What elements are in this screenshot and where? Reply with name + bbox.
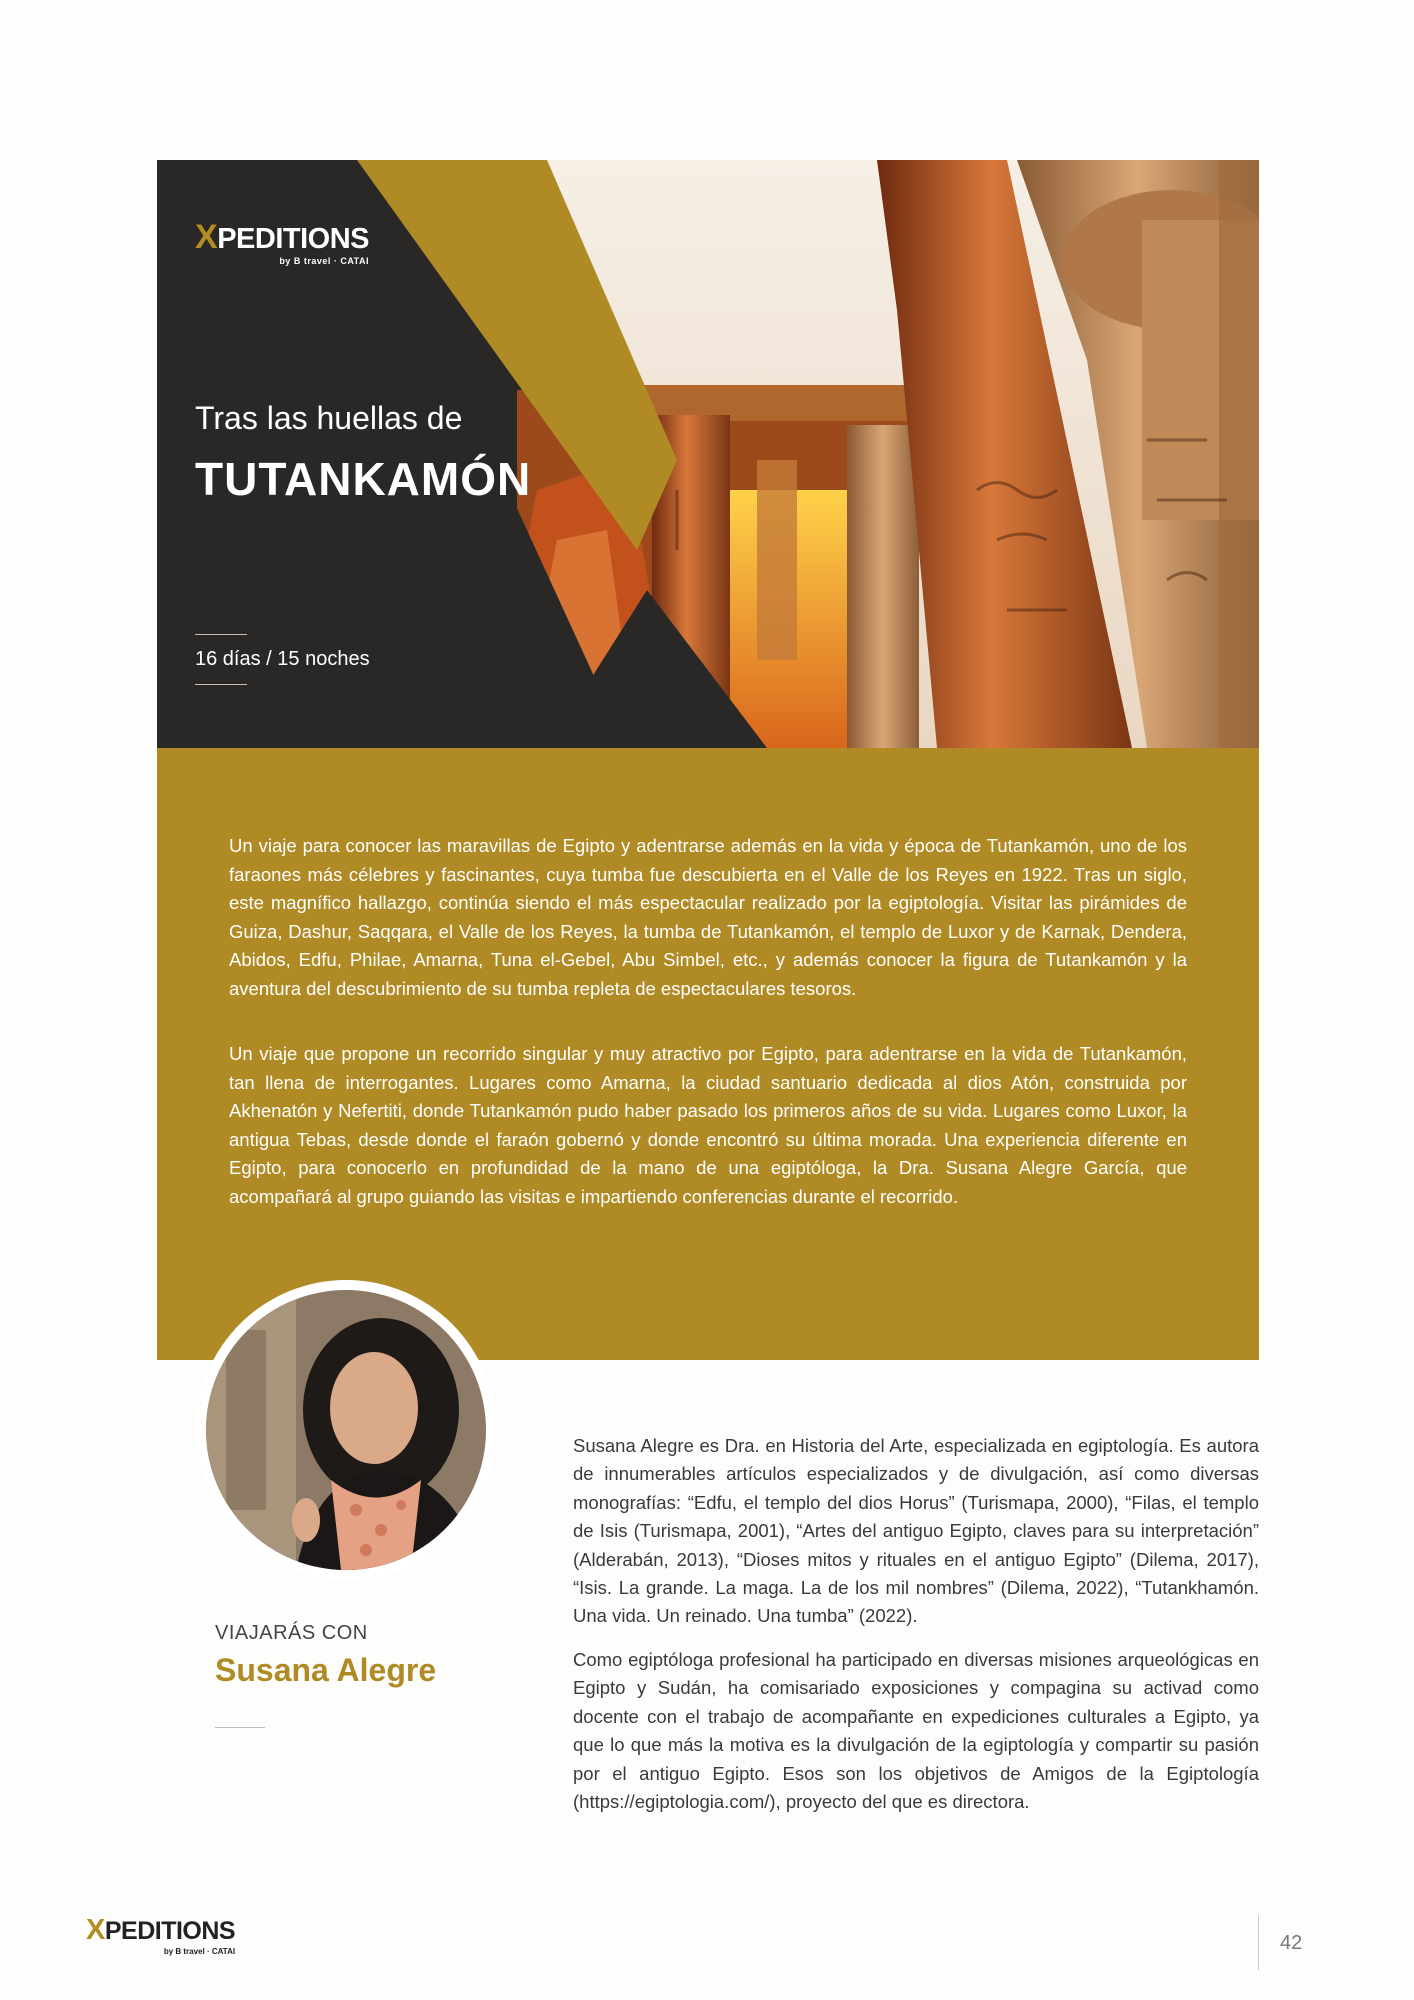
travel-with-label: VIAJARÁS CON	[215, 1622, 368, 1644]
guide-bio-paragraph-1: Susana Alegre es Dra. en Historia del Arte, especializada en egiptología. Es autora de innumerables artículos especializados y de divulgación, así como diversas monografías: “Edfu, el templo del dios Horus” (Turismapa, 2000), “Filas, el templo de Isis (Turismapa, 2001), “Artes del antiguo Egipto, claves para su interpretación” (Alderabán, 2013), “Dioses mitos y rituales en el antiguo Egipto” (Dilema, 2017), “Isis. La grande. La maga. La de los mil nombres” (Dilema, 2022), “Tutankhamón. Una vida. Un reinado. Una tumba” (2022).	[573, 1435, 1259, 1627]
brand-wordmark: XPEDITIONS	[195, 218, 369, 256]
intro-paragraph-2: Un viaje que propone un recorrido singular y muy atractivo por Egipto, para adentrarse en la vida de Tutankamón, tan llena de interrogantes. Lugares como Amarna, la ciudad santuario dedicada al dios Atón, construida por Akhenatón y Nefertiti, donde Tutankamón pudo haber pasado los primeros años de su vida. Lugares como Luxor, la antigua Tebas, desde donde el faraón gobernó y donde encontró su última morada. Una experiencia diferente en Egipto, para conocerlo en profundidad de la mano de una egiptóloga, la Dra. Susana Alegre García, que acompañará al grupo guiando las visitas e impartiendo conferencias durante el recorrido.	[229, 1043, 1187, 1207]
guide-portrait-photo	[206, 1290, 486, 1570]
hero-subtitle: Tras las huellas de	[195, 400, 463, 436]
guide-bio-paragraph-2: Como egiptóloga profesional ha participado en diversas misiones arqueológicas en Egipto y Sudán, ha comisariado exposiciones y compagina su activad como docente con el trabajo de acompañante en expediciones culturales a Egipto, ya que lo que más la motiva es la divulgación de la egiptología y compartir su pasión por el antiguo Egipto. Esos son los objetivos de Amigos de la Egiptología (https://egiptologia.com/), proyecto del que es directora.	[573, 1649, 1259, 1813]
brand-logo	[195, 220, 369, 266]
footer-brand-sub: by B travel · CATAI	[163, 1947, 236, 1956]
duration-rule-top	[195, 634, 247, 635]
hero-banner	[157, 160, 1259, 748]
guide-name: Susana Alegre	[215, 1652, 437, 1688]
duration-rule-bottom	[195, 684, 247, 685]
footer-divider	[1258, 1915, 1259, 1970]
guide-bio-1	[573, 1432, 1259, 1631]
guide-bio-2	[573, 1646, 1259, 1816]
footer-brand-wordmark: XPEDITIONS	[86, 1914, 236, 1946]
footer-brand-logo	[86, 1916, 235, 1956]
intro-panel	[157, 748, 1259, 1360]
hero-title: TUTANKAMÓN	[195, 453, 532, 505]
guide-name-rule	[215, 1727, 265, 1728]
avatar	[196, 1280, 496, 1580]
brand-sub: by B travel · CATAI	[279, 256, 369, 266]
trip-duration: 16 días / 15 noches	[195, 648, 370, 670]
intro-paragraph-1: Un viaje para conocer las maravillas de Egipto y adentrarse además en la vida y época de Tutankamón, uno de los faraones más célebres y fascinantes, cuya tumba fue descubierta en el Valle de los Reyes en 1922. Tras un siglo, este magnífico hallazgo, continúa siendo el más espectacular realizado por la egiptología. Visitar las pirámides de Guiza, Dashur, Saqqara, el Valle de los Reyes, la tumba de Tutankamón, el templo de Luxor y de Karnak, Dendera, Abidos, Edfu, Philae, Amarna, Tuna el-Gebel, Abu Simbel, etc., y además conocer la figura de Tutankamón y la aventura del descubrimiento de su tumba repleta de espectaculares tesoros.	[229, 835, 1187, 999]
page-number: 42	[1280, 1932, 1303, 1954]
